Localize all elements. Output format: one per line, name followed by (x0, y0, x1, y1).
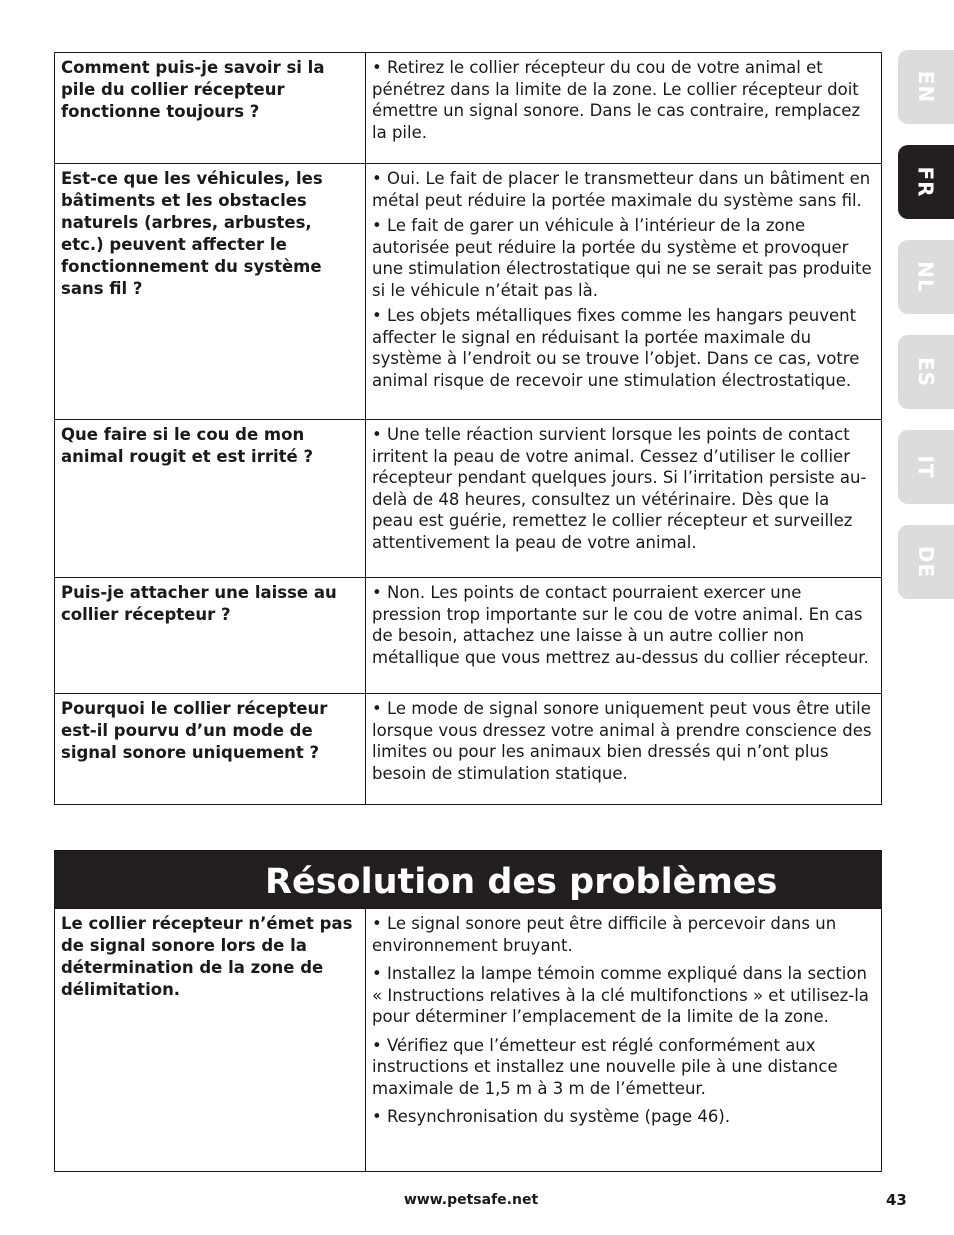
faq-question: Que faire si le cou de mon animal rougit et est irrité ? (55, 420, 366, 578)
page-number: 43 (886, 1191, 907, 1209)
faq-answer-bullet: • Le fait de garer un véhicule à l’intérieur de la zone autorisée peut réduire la portée du système et provoquer une stimulation électrostatique qui ne se serait pas produite si le véhicule n’était pas là. (372, 216, 872, 300)
faq-table (54, 52, 882, 805)
faq-answer (366, 694, 882, 805)
language-tab-de[interactable] (898, 525, 954, 599)
faq-answer-bullet: • Une telle réaction survient lorsque les points de contact irritent la peau de votre animal. Cessez d’utiliser le collier récepteur pendant quelques jours. Si l’irritation persiste au-delà de 48 heures, consultez un vétérinaire. Dès que la peau est guérie, remettez le collier récepteur et surveillez attentivement la peau de votre animal. (372, 425, 867, 552)
faq-answer-bullet: • Retirez le collier récepteur du cou de votre animal et pénétrez dans la limite de la zone. Le collier récepteur doit émettre un signal sonore. Dans le cas contraire, remplacez la pile. (372, 58, 861, 142)
language-tab-es[interactable] (898, 335, 954, 409)
troubleshooting-solutions (366, 909, 882, 1172)
troubleshooting-solution: • Resynchronisation du système (page 46). (372, 1107, 731, 1126)
footer-url: www.petsafe.net (403, 1192, 539, 1208)
faq-answer-bullet: • Les objets métalliques fixes comme les hangars peuvent affecter le signal en réduisant la portée maximale du système à l’endroit ou se trouve l’objet. Dans ce cas, votre animal risque de recevoir une stimulation électrostatique. (372, 306, 860, 390)
language-tab-label: EN (914, 70, 938, 104)
faq-answer (366, 53, 882, 164)
language-tab-fr[interactable] (898, 145, 954, 219)
troubleshooting-solution: • Le signal sonore peut être difficile à percevoir dans un environnement bruyant. (372, 914, 837, 955)
faq-question: Comment puis-je savoir si la pile du collier récepteur fonctionne toujours ? (55, 53, 366, 164)
faq-question: Puis-je attacher une laisse au collier récepteur ? (55, 578, 366, 694)
language-tab-label: ES (913, 356, 938, 388)
troubleshooting-solution: • Installez la lampe témoin comme expliqué dans la section « Instructions relatives à la clé multifonctions » et utilisez-la pour déterminer l’emplacement de la limite de la zone. (372, 964, 869, 1026)
language-tab-label: IT (914, 455, 938, 479)
faq-answer-bullet: • Oui. Le fait de placer le transmetteur dans un bâtiment en métal peut réduire la portée maximale du système sans fil. (372, 169, 871, 210)
faq-question: Est-ce que les véhicules, les bâtiments et les obstacles naturels (arbres, arbustes, etc.) peuvent affecter le fonctionnement du système sans fil ? (55, 164, 366, 420)
faq-answer (366, 420, 882, 578)
troubleshooting-table (54, 908, 882, 1172)
faq-answer (366, 578, 882, 694)
troubleshooting-problem: Le collier récepteur n’émet pas de signal sonore lors de la détermination de la zone de délimitation. (55, 909, 366, 1172)
faq-question: Pourquoi le collier récepteur est-il pourvu d’un mode de signal sonore uniquement ? (55, 694, 366, 805)
faq-row (55, 578, 882, 694)
faq-row (55, 164, 882, 420)
faq-answer-bullet: • Non. Les points de contact pourraient exercer une pression trop importante sur le cou de votre animal. En cas de besoin, attachez une laisse à un autre collier non métallique que vous mettrez au-dessus du collier récepteur. (372, 583, 869, 667)
language-tab-label: NL (913, 261, 938, 293)
faq-row (55, 694, 882, 805)
troubleshooting-row (55, 909, 882, 1172)
troubleshooting-title: Résolution des problèmes (54, 850, 882, 908)
language-tab-nl[interactable] (898, 240, 954, 314)
faq-row (55, 53, 882, 164)
faq-row (55, 420, 882, 578)
troubleshooting-section (54, 850, 882, 1172)
faq-answer (366, 164, 882, 420)
faq-answer-bullet: • Le mode de signal sonore uniquement peut vous être utile lorsque vous dressez votre animal à prendre conscience des limites ou pour les animaux bien dressés qui n’ont plus besoin de stimulation statique. (372, 699, 872, 783)
language-tab-it[interactable] (898, 430, 954, 504)
language-tab-label: DE (913, 545, 938, 579)
troubleshooting-solution: • Vérifiez que l’émetteur est réglé conformément aux instructions et installez une nouvelle pile à une distance maximale de 1,5 m à 3 m de l’émetteur. (372, 1035, 838, 1098)
language-tab-label: FR (914, 166, 938, 198)
language-tab-en[interactable] (898, 50, 954, 124)
